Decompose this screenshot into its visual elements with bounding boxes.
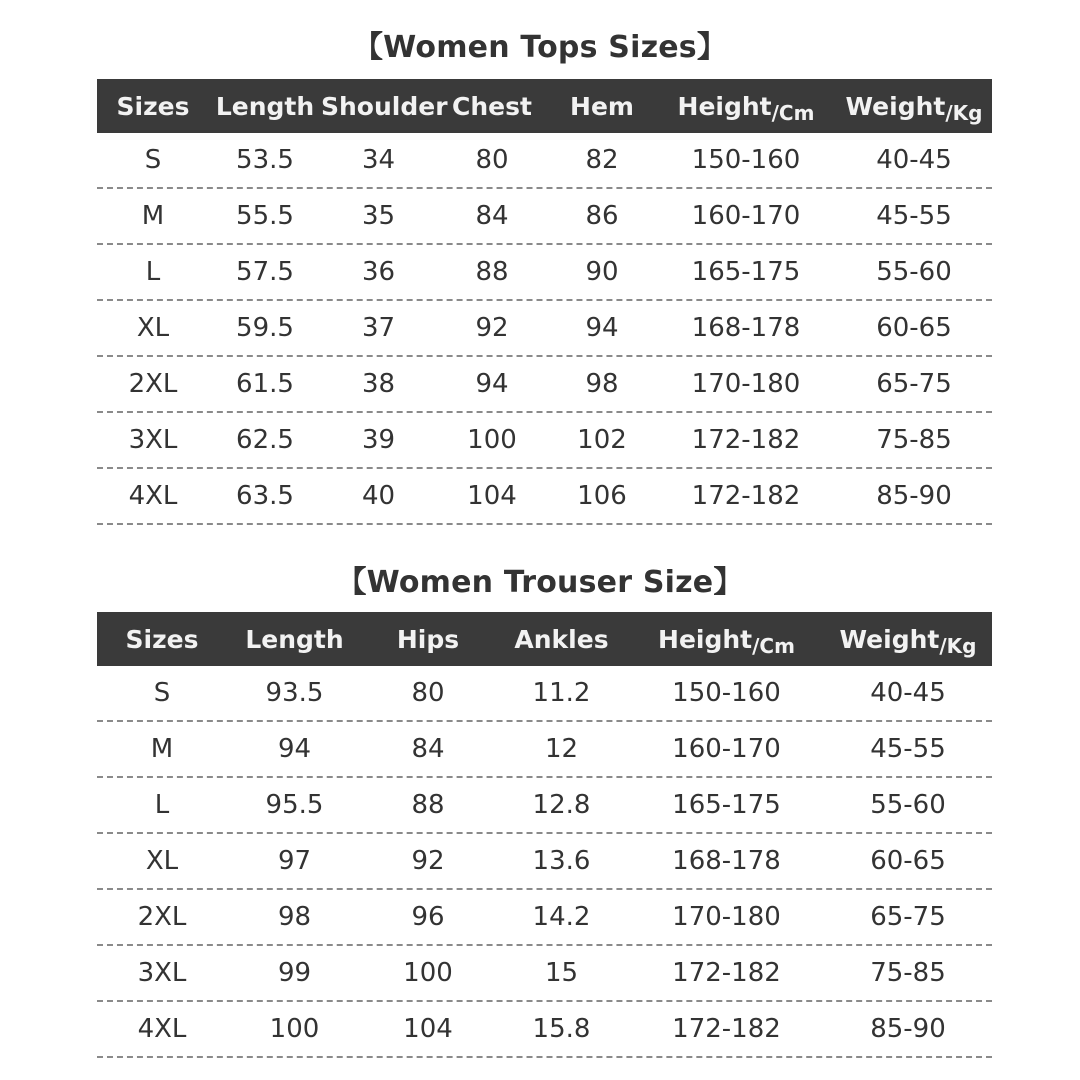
table-cell: 165-175 — [691, 257, 801, 287]
header-label: Weight — [845, 91, 946, 121]
trousers-title: 【Women Trouser Size】 — [336, 565, 744, 600]
table-cell: XL — [136, 313, 170, 343]
table-cell: L — [145, 257, 161, 287]
header-label: Length — [245, 624, 344, 654]
header-unit: /Kg — [945, 100, 983, 125]
header-label: Hem — [570, 91, 634, 121]
table-cell: 2XL — [137, 902, 187, 932]
header-label: Sizes — [125, 624, 199, 654]
tops-size-table — [97, 79, 992, 525]
header-label: Height — [658, 624, 753, 654]
table-cell: 104 — [403, 1014, 453, 1044]
table-cell: 11.2 — [532, 678, 591, 708]
table-cell: 96 — [411, 902, 445, 932]
table-cell: 172-182 — [691, 425, 801, 455]
table-cell: 53.5 — [236, 145, 294, 175]
table-cell: 168-178 — [672, 846, 781, 876]
table-row — [97, 469, 992, 525]
table-cell: 102 — [577, 425, 627, 455]
table-cell: 95.5 — [265, 790, 324, 820]
table-row — [97, 666, 992, 722]
table-cell: 13.6 — [532, 846, 591, 876]
header-label: Length — [215, 91, 315, 121]
table-cell: 34 — [361, 145, 396, 175]
table-cell: 97 — [277, 846, 312, 876]
table-cell: 38 — [361, 369, 396, 399]
table-cell: 4XL — [128, 481, 178, 511]
table-cell: 93.5 — [265, 678, 324, 708]
table-cell: 55-60 — [876, 257, 952, 287]
table-cell: 86 — [585, 201, 619, 231]
table-cell: 3XL — [137, 958, 187, 988]
table-cell: 104 — [467, 481, 517, 511]
table-cell: 100 — [403, 958, 453, 988]
table-cell: 75-85 — [876, 425, 952, 455]
header-cell — [209, 92, 321, 121]
table-cell: 12 — [544, 734, 579, 764]
table-cell: 92 — [411, 846, 445, 876]
table-cell: 150-160 — [691, 145, 801, 175]
table-cell: 36 — [361, 257, 396, 287]
header-cell — [321, 91, 448, 121]
table-cell: 37 — [361, 313, 396, 343]
table-cell: 14.2 — [532, 902, 591, 932]
header-label: Shoulder — [321, 91, 448, 121]
table-cell: 165-175 — [672, 790, 781, 820]
header-label: Hips — [396, 624, 460, 654]
table-cell: 39 — [361, 425, 396, 455]
table-cell: 92 — [475, 313, 509, 343]
table-header — [97, 79, 992, 133]
header-unit: /Cm — [771, 100, 815, 125]
tops-title: 【Women Tops Sizes】 — [352, 30, 728, 65]
table-cell: M — [150, 734, 174, 764]
header-cell — [548, 92, 656, 121]
header-cell — [656, 91, 836, 125]
header-cell — [824, 624, 992, 658]
table-cell: 40 — [361, 481, 396, 511]
table-cell: 40-45 — [876, 145, 952, 175]
table-row — [97, 722, 992, 778]
table-row — [97, 413, 992, 469]
table-cell: 80 — [475, 145, 509, 175]
table-cell: 15.8 — [532, 1014, 591, 1044]
table-row — [97, 357, 992, 413]
header-label: Ankles — [514, 624, 609, 654]
table-cell: 88 — [411, 790, 445, 820]
header-cell — [97, 92, 209, 121]
table-cell: 12.8 — [532, 790, 591, 820]
table-row — [97, 834, 992, 890]
table-cell: 94 — [277, 734, 312, 764]
table-cell: 85-90 — [876, 481, 952, 511]
header-unit: /Cm — [752, 633, 795, 658]
table-cell: 172-182 — [672, 958, 781, 988]
table-cell: 3XL — [128, 425, 178, 455]
table-row — [97, 189, 992, 245]
table-cell: 45-55 — [876, 201, 952, 231]
table-row — [97, 1002, 992, 1058]
table-cell: 94 — [585, 313, 619, 343]
header-cell — [494, 625, 629, 654]
table-cell: 85-90 — [870, 1014, 946, 1044]
table-cell: 106 — [577, 481, 627, 511]
table-cell: 168-178 — [691, 313, 801, 343]
table-row — [97, 778, 992, 834]
table-cell: 84 — [475, 201, 509, 231]
table-cell: 65-75 — [870, 902, 946, 932]
table-cell: 2XL — [128, 369, 178, 399]
table-cell: 172-182 — [672, 1014, 781, 1044]
table-cell: 63.5 — [236, 481, 294, 511]
table-row — [97, 946, 992, 1002]
table-cell: 35 — [361, 201, 396, 231]
header-cell — [97, 625, 227, 654]
table-cell: M — [141, 201, 165, 231]
table-cell: 99 — [277, 958, 312, 988]
header-label: Weight — [839, 624, 940, 654]
table-cell: 57.5 — [236, 257, 294, 287]
header-unit: /Kg — [939, 633, 977, 658]
table-cell: 82 — [585, 145, 619, 175]
header-cell — [629, 624, 824, 658]
table-cell: 84 — [411, 734, 445, 764]
table-cell: 15 — [544, 958, 579, 988]
table-cell: L — [154, 790, 170, 820]
table-row — [97, 301, 992, 357]
header-label: Sizes — [116, 91, 190, 121]
table-cell: 94 — [475, 369, 509, 399]
table-row — [97, 890, 992, 946]
table-row — [97, 245, 992, 301]
table-cell: 61.5 — [236, 369, 294, 399]
header-cell — [436, 92, 548, 121]
trousers-size-table — [97, 612, 992, 1058]
table-cell: 150-160 — [672, 678, 781, 708]
table-cell: 40-45 — [870, 678, 946, 708]
table-cell: 45-55 — [870, 734, 946, 764]
table-cell: 170-180 — [672, 902, 781, 932]
header-cell — [836, 91, 992, 125]
table-cell: 60-65 — [876, 313, 952, 343]
table-cell: 55-60 — [870, 790, 946, 820]
table-cell: 60-65 — [870, 846, 946, 876]
table-row — [97, 133, 992, 189]
table-cell: S — [144, 145, 162, 175]
table-cell: 59.5 — [236, 313, 294, 343]
table-cell: 160-170 — [691, 201, 801, 231]
table-cell: 170-180 — [691, 369, 801, 399]
table-cell: 160-170 — [672, 734, 781, 764]
table-cell: 55.5 — [236, 201, 294, 231]
table-cell: 75-85 — [870, 958, 946, 988]
table-cell: 90 — [585, 257, 619, 287]
table-header — [97, 612, 992, 666]
table-cell: 98 — [277, 902, 312, 932]
table-cell: 100 — [467, 425, 517, 455]
table-cell: 65-75 — [876, 369, 952, 399]
table-cell: 98 — [585, 369, 619, 399]
header-label: Height — [677, 91, 772, 121]
header-label: Chest — [452, 91, 532, 121]
table-cell: S — [153, 678, 171, 708]
table-cell: 100 — [269, 1014, 320, 1044]
table-cell: 80 — [411, 678, 445, 708]
table-cell: 172-182 — [691, 481, 801, 511]
table-cell: 62.5 — [236, 425, 294, 455]
table-cell: 4XL — [137, 1014, 187, 1044]
table-cell: XL — [145, 846, 179, 876]
table-cell: 88 — [475, 257, 509, 287]
header-cell — [362, 625, 494, 654]
header-cell — [227, 625, 362, 654]
